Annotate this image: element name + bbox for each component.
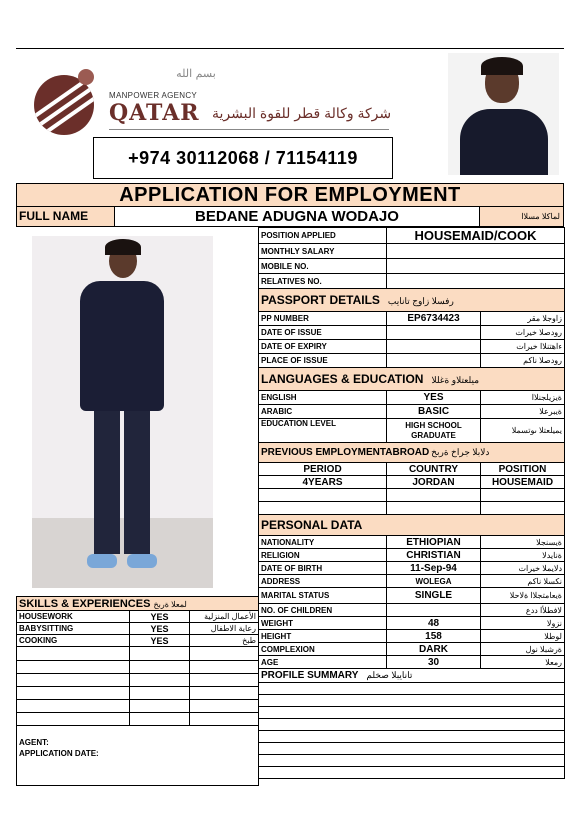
- skill-row: [17, 687, 259, 700]
- personal-row: [259, 575, 565, 588]
- profile-line: [259, 707, 565, 719]
- column-header: COUNTRY: [387, 463, 481, 476]
- detail-label: ENGLISH: [259, 391, 387, 405]
- application-date-label: APPLICATION DATE:: [19, 749, 99, 758]
- applicant-portrait-photo: [448, 53, 559, 175]
- skill-row: [17, 700, 259, 713]
- detail-label: AGE: [259, 656, 387, 669]
- calligraphy-logo: بسم الله: [176, 67, 216, 80]
- agency-subtitle: MANPOWER AGENCY: [109, 91, 198, 100]
- section-title-arabic: دلابلا جراخ ةربخ: [431, 447, 490, 457]
- section-title-arabic: تانايبلا صخلم: [366, 670, 413, 680]
- profile-line: [259, 755, 565, 767]
- relatives-no-row: [259, 274, 565, 289]
- skill-value: YES: [130, 611, 190, 623]
- detail-label: DATE OF ISSUE: [259, 326, 387, 340]
- logo-person-icon: [78, 69, 94, 85]
- employment-cell: 4YEARS: [259, 476, 387, 489]
- detail-value: 158: [387, 630, 481, 643]
- detail-value: HOUSEMAID/COOK: [387, 228, 565, 244]
- detail-value: DARK: [387, 643, 481, 656]
- passport-row: [259, 340, 565, 354]
- personal-row: [259, 643, 565, 656]
- personal-row: [259, 604, 565, 617]
- detail-label: HEIGHT: [259, 630, 387, 643]
- employment-cell: [481, 489, 565, 502]
- full-name-row: [16, 206, 564, 227]
- language-row: [259, 405, 565, 419]
- applicant-full-body-photo: [32, 236, 213, 588]
- detail-value: HIGH SCHOOL GRADUATE: [387, 419, 481, 443]
- detail-label: ARABIC: [259, 405, 387, 419]
- detail-value: CHRISTIAN: [387, 549, 481, 562]
- detail-label: EDUCATION LEVEL: [259, 419, 387, 443]
- language-row: [259, 419, 565, 443]
- personal-row: [259, 536, 565, 549]
- detail-arabic-label: نزولا: [481, 617, 565, 630]
- detail-label: WEIGHT: [259, 617, 387, 630]
- skill-row: [17, 674, 259, 687]
- languages-section-header: [259, 368, 565, 391]
- skill-row: [17, 661, 259, 674]
- employment-row: [259, 476, 565, 489]
- section-title-arabic: لمعلا ةربخ: [153, 599, 187, 609]
- monthly-salary-row: [259, 244, 565, 259]
- section-title: PERSONAL DATA: [259, 515, 565, 536]
- skill-row: [17, 635, 259, 647]
- detail-value: [387, 326, 481, 340]
- detail-arabic-label: ةيعامتجلاا ةلاحلا: [481, 588, 565, 604]
- language-row: [259, 391, 565, 405]
- skill-row: [17, 647, 259, 661]
- detail-arabic-label: ةيبرعلا: [481, 405, 565, 419]
- section-title-arabic: رفسلا زاوج تانايب: [387, 296, 454, 306]
- section-title-arabic: ميلعتلاو ةغللا: [431, 375, 480, 385]
- employment-row: [259, 502, 565, 515]
- detail-value: 48: [387, 617, 481, 630]
- section-title: PROFILE SUMMARY: [261, 670, 359, 681]
- section-title: PASSPORT DETAILS: [261, 293, 380, 307]
- mobile-no-row: [259, 259, 565, 274]
- detail-label: RELATIVES NO.: [259, 274, 387, 289]
- employment-header-row: [259, 463, 565, 476]
- section-title: SKILLS & EXPERIENCES: [19, 597, 151, 610]
- profile-line: [259, 767, 565, 779]
- detail-arabic-label: ةيزيلجنلاا: [481, 391, 565, 405]
- detail-arabic-label: رودصلا خيرات: [481, 326, 565, 340]
- full-name-label: FULL NAME: [17, 207, 115, 226]
- detail-arabic-label: رمعلا: [481, 656, 565, 669]
- detail-value: ETHIOPIAN: [387, 536, 481, 549]
- skills-section-header: [17, 597, 259, 611]
- detail-label: PLACE OF ISSUE: [259, 354, 387, 368]
- skill-value: YES: [130, 623, 190, 635]
- profile-line: [259, 719, 565, 731]
- profile-line: [259, 743, 565, 755]
- application-form: [16, 48, 564, 783]
- personal-row: [259, 617, 565, 630]
- detail-arabic-label: يميلعتلا ىوتسملا: [481, 419, 565, 443]
- detail-arabic-label: ةرشبلا نول: [481, 643, 565, 656]
- skill-value: YES: [130, 635, 190, 647]
- detail-value: [387, 259, 565, 274]
- detail-label: NO. OF CHILDREN: [259, 604, 387, 617]
- detail-label: ADDRESS: [259, 575, 387, 588]
- agency-phone: +974 30112068 / 71154119: [93, 137, 393, 179]
- detail-value: [387, 274, 565, 289]
- passport-section-header: [259, 289, 565, 312]
- detail-label: DATE OF EXPIRY: [259, 340, 387, 354]
- detail-value: SINGLE: [387, 588, 481, 604]
- detail-label: COMPLEXION: [259, 643, 387, 656]
- position-applied-row: [259, 228, 565, 244]
- employment-cell: [387, 489, 481, 502]
- skill-label: BABYSITTING: [17, 623, 130, 635]
- section-title: PREVIOUS EMPLOYMENTABROAD: [261, 447, 430, 458]
- employment-cell: [481, 502, 565, 515]
- form-title: APPLICATION FOR EMPLOYMENT: [16, 183, 564, 206]
- employment-cell: [387, 502, 481, 515]
- column-header: POSITION: [481, 463, 565, 476]
- detail-value: YES: [387, 391, 481, 405]
- detail-arabic-label: لوطلا: [481, 630, 565, 643]
- column-header: PERIOD: [259, 463, 387, 476]
- detail-value: BASIC: [387, 405, 481, 419]
- detail-value: [387, 604, 481, 617]
- agency-arabic-name: شركة وكالة قطر للقوة البشرية: [212, 105, 392, 121]
- personal-row: [259, 549, 565, 562]
- detail-arabic-label: لافطلأا ددع: [481, 604, 565, 617]
- detail-value: [387, 340, 481, 354]
- detail-value: [387, 244, 565, 259]
- detail-value: WOLEGA: [387, 575, 481, 588]
- detail-arabic-label: نكسلا ناكم: [481, 575, 565, 588]
- personal-row: [259, 588, 565, 604]
- skill-arabic-label: طبخ: [190, 635, 259, 647]
- skill-row: [17, 611, 259, 623]
- passport-row: [259, 312, 565, 326]
- profile-line: [259, 683, 565, 695]
- header-divider: [109, 129, 389, 130]
- personal-row: [259, 656, 565, 669]
- detail-arabic-label: ءاهتنلاا خيرات: [481, 340, 565, 354]
- employment-cell: HOUSEMAID: [481, 476, 565, 489]
- agent-block: [17, 726, 259, 786]
- personal-row: [259, 630, 565, 643]
- skill-row: [17, 713, 259, 726]
- employment-cell: [259, 502, 387, 515]
- detail-arabic-label: ةيسنجلا: [481, 536, 565, 549]
- employment-cell: [259, 489, 387, 502]
- detail-label: DATE OF BIRTH: [259, 562, 387, 575]
- details-table: [258, 227, 565, 779]
- personal-row: [259, 562, 565, 575]
- detail-label: NATIONALITY: [259, 536, 387, 549]
- passport-row: [259, 354, 565, 368]
- profile-section-header: [259, 669, 565, 683]
- detail-arabic-label: دلايملا خيرات: [481, 562, 565, 575]
- detail-label: POSITION APPLIED: [259, 228, 387, 244]
- skill-arabic-label: رعاية الاطفال: [190, 623, 259, 635]
- passport-row: [259, 326, 565, 340]
- detail-value: 30: [387, 656, 481, 669]
- section-title: LANGUAGES & EDUCATION: [261, 372, 424, 386]
- detail-arabic-label: رودصلا ناكم: [481, 354, 565, 368]
- employment-row: [259, 489, 565, 502]
- skill-label: HOUSEWORK: [17, 611, 130, 623]
- detail-label: MONTHLY SALARY: [259, 244, 387, 259]
- detail-value: 11-Sep-94: [387, 562, 481, 575]
- skill-label: COOKING: [17, 635, 130, 647]
- detail-label: PP NUMBER: [259, 312, 387, 326]
- detail-label: RELIGION: [259, 549, 387, 562]
- employment-cell: JORDAN: [387, 476, 481, 489]
- detail-arabic-label: زاوجلا مقر: [481, 312, 565, 326]
- detail-value: EP6734423: [387, 312, 481, 326]
- detail-arabic-label: ةنايدلا: [481, 549, 565, 562]
- agency-name: QATAR: [109, 100, 200, 126]
- detail-value: [387, 354, 481, 368]
- full-name-arabic-label: لماكلا مسلاا: [479, 207, 563, 226]
- agent-label: AGENT:: [19, 738, 49, 747]
- skills-table: [16, 596, 259, 786]
- detail-label: MOBILE NO.: [259, 259, 387, 274]
- full-name-value: BEDANE ADUGNA WODAJO: [195, 208, 399, 225]
- skill-arabic-label: الأعمال المنزلية: [190, 611, 259, 623]
- employment-section-header: [259, 443, 565, 463]
- personal-section-header: [259, 515, 565, 536]
- skill-row: [17, 623, 259, 635]
- detail-label: MARITAL STATUS: [259, 588, 387, 604]
- profile-line: [259, 695, 565, 707]
- agency-header: [16, 48, 564, 181]
- profile-line: [259, 731, 565, 743]
